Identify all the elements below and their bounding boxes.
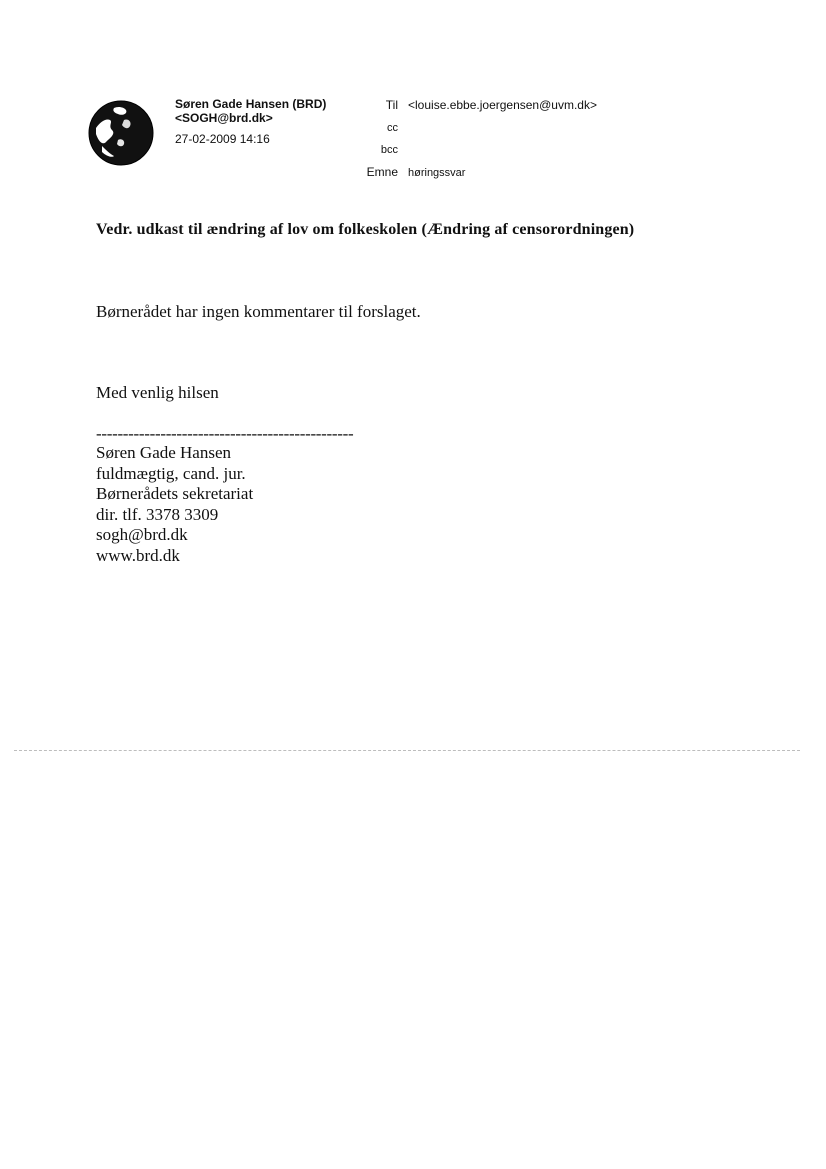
globe-icon [88, 100, 154, 166]
body-paragraph: Børnerådet har ingen kommentarer til forslaget. [96, 302, 421, 321]
signature-name: Søren Gade Hansen [96, 443, 232, 462]
subject-label: Emne [366, 165, 398, 179]
sender-email: <SOGH@brd.dk> [175, 111, 273, 125]
scan-divider [14, 750, 800, 751]
signature-title: fuldmægtig, cand. jur. [96, 463, 246, 483]
to-value: <louise.ebbe.joergensen@uvm.dk> [408, 98, 597, 112]
document-heading: Vedr. udkast til ændring af lov om folkeskolen (Ændring af censorordningen) [96, 221, 635, 238]
sender-name: Søren Gade Hansen (BRD) [175, 97, 327, 111]
to-label: Til [385, 98, 398, 112]
signature-website: www.brd.dk [96, 545, 180, 565]
signature-organization: Børnerådets sekretariat [96, 484, 254, 503]
signature-email: sogh@brd.dk [96, 525, 188, 544]
subject-value: høringssvar [408, 167, 466, 179]
signature-phone: dir. tlf. 3378 3309 [96, 504, 219, 524]
bcc-label: bcc [380, 144, 398, 156]
cc-label: cc [387, 122, 398, 134]
signature-block [96, 443, 253, 566]
sent-date: 27-02-2009 14:16 [175, 132, 270, 146]
signature-separator: ------------------------------------------------ [96, 424, 354, 443]
closing-greeting: Med venlig hilsen [96, 383, 219, 402]
